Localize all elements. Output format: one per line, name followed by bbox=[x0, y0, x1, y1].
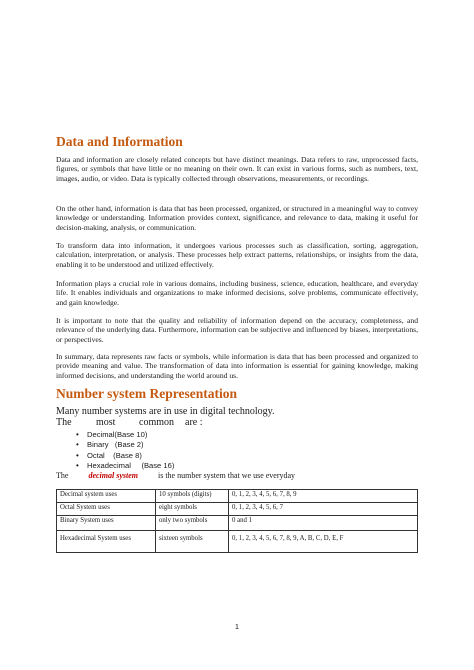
decimal-prefix: The bbox=[56, 471, 69, 480]
intro-line: Many number systems are in use in digital technology. bbox=[56, 406, 275, 417]
list-item: • Hexadecimal (Base 16) bbox=[76, 461, 174, 471]
intro-line-words bbox=[56, 417, 418, 428]
section-heading-number-system: Number system Representation bbox=[56, 386, 237, 401]
number-system-table bbox=[56, 489, 418, 553]
page-number: 1 bbox=[234, 622, 240, 631]
table-row bbox=[57, 490, 418, 503]
table-cell: 0, 1, 2, 3, 4, 5, 6, 7 bbox=[229, 503, 418, 516]
paragraph: Data and information are closely related concepts but have distinct meanings. Data refers to raw, unprocessed facts, figures, or symbols that have little or no meaning on their own. It can exist in various forms, such as numbers, text, images, audio, or video. Data is typically collected through observations, measurements, or recordings. bbox=[56, 155, 418, 183]
paragraph: In summary, data represents raw facts or symbols, while information is data that has been processed and organized to provide meaning and value. The transformation of data into information is essential for gaining knowledge, making informed decisions, and understanding the world around us. bbox=[56, 352, 418, 380]
decimal-suffix: is the number system that we use everyday bbox=[157, 471, 296, 480]
intro-word: are : bbox=[185, 417, 203, 428]
list-item: • Binary (Base 2) bbox=[76, 440, 174, 450]
table-cell: sixteen symbols bbox=[156, 531, 229, 553]
number-system-intro bbox=[56, 406, 418, 428]
table-cell: Binary System uses bbox=[57, 516, 156, 531]
table-row bbox=[57, 503, 418, 516]
table-cell: 0 and 1 bbox=[229, 516, 418, 531]
table-cell: 10 symbols (digits) bbox=[156, 490, 229, 503]
paragraph: Information plays a crucial role in various domains, including business, science, education, healthcare, and everyday life. It enables individuals and organizations to make informed decisions, solve problems, communicate effectively, and gain knowledge. bbox=[56, 279, 418, 307]
paragraph: It is important to note that the quality and reliability of information depend on the accuracy, completeness, and relevance of the underlying data. Furthermore, information can be subjective and influenced by biases, interpretations, or perspectives. bbox=[56, 316, 418, 344]
decimal-system-sentence bbox=[56, 471, 418, 481]
table-cell: 0, 1, 2, 3, 4, 5, 6, 7, 8, 9 bbox=[229, 490, 418, 503]
table-row bbox=[57, 531, 418, 553]
table-cell: Octal System uses bbox=[57, 503, 156, 516]
intro-word: common bbox=[139, 417, 174, 428]
table-cell: Hexadecimal System uses bbox=[57, 531, 156, 553]
table-cell: 0, 1, 2, 3, 4, 5, 6, 7, 8, 9, A, B, C, D, E, F bbox=[229, 531, 418, 553]
number-systems-list bbox=[76, 430, 174, 471]
section-heading-data-information: Data and Information bbox=[56, 134, 183, 149]
list-item: • Decimal(Base 10) bbox=[76, 430, 174, 440]
decimal-emphasis: decimal system bbox=[88, 471, 138, 480]
intro-word: The bbox=[56, 417, 72, 428]
table-cell: eight symbols bbox=[156, 503, 229, 516]
table-row bbox=[57, 516, 418, 531]
paragraph: To transform data into information, it undergoes various processes such as classification, sorting, aggregation, calculation, interpretation, or analysis. These processes help extract patterns, relationships, or insights from the data, enabling it to be understood and utilized effectively. bbox=[56, 241, 418, 269]
intro-word: most bbox=[96, 417, 116, 428]
table-cell: only two symbols bbox=[156, 516, 229, 531]
table-cell: Decimal system uses bbox=[57, 490, 156, 503]
list-item: • Octal (Base 8) bbox=[76, 451, 174, 461]
paragraph: On the other hand, information is data that has been processed, organized, or structured in a meaningful way to convey knowledge or understanding. Information provides context, significance, and relevance to data, making it useful for decision-making, analysis, or communication. bbox=[56, 204, 418, 232]
